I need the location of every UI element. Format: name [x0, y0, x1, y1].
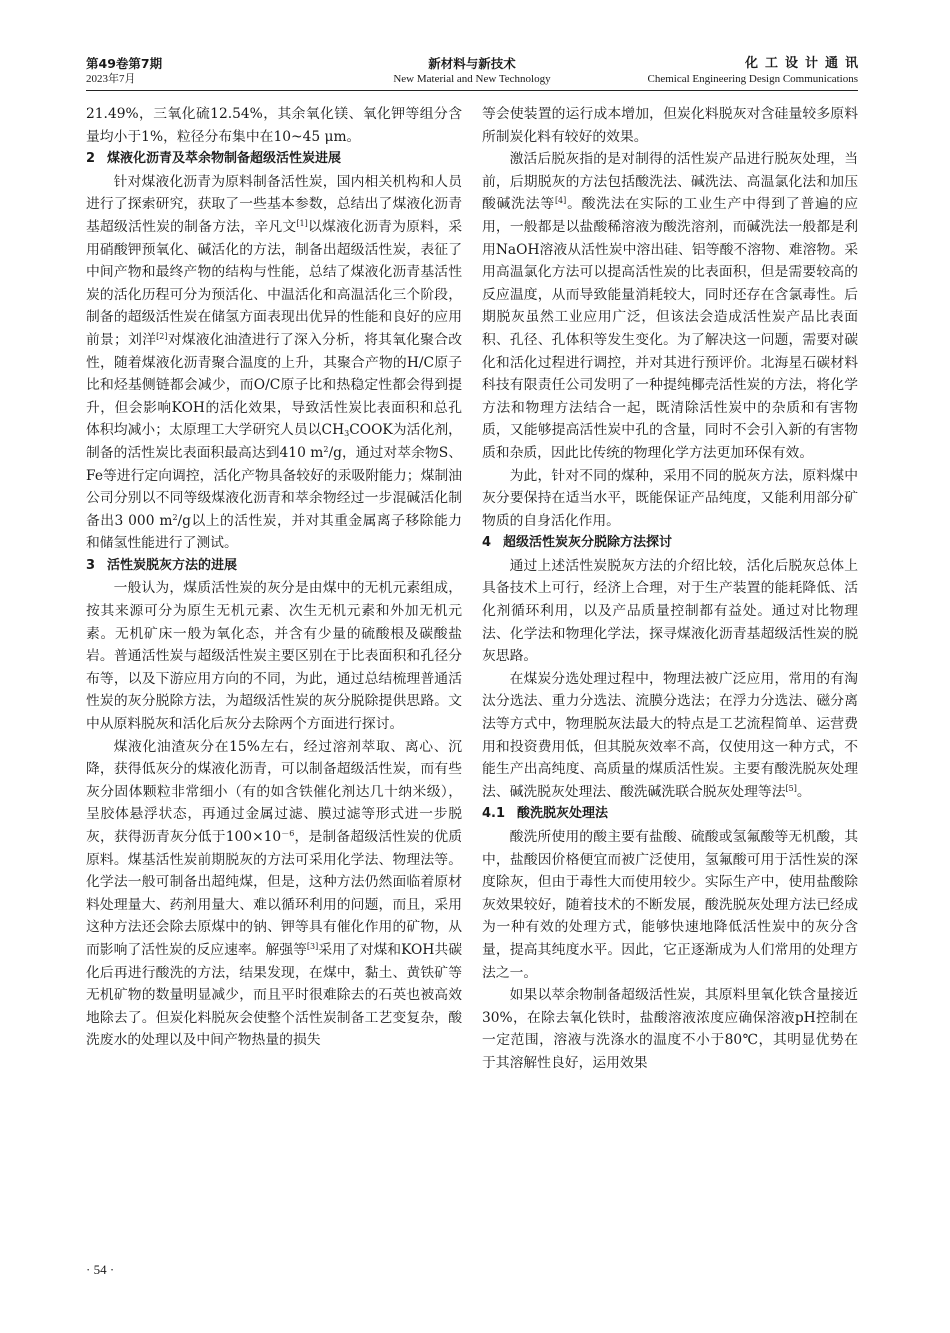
section-heading-3	[86, 555, 462, 578]
paragraph-pitch-research	[86, 171, 462, 555]
paragraph-ash-origin: 一般认为，煤质活性炭的灰分是由煤中的无机元素组成，按其来源可分为原生无机元素、次生无机元素和外加无机元素。无机矿床一般为氧化态，并含有少量的硫酸根及碳酸盐岩。普通活性炭与超级活性炭主要区别在于比表面积和孔径分布等，以及下游应用方向的不同，为此，通过总结梳理普通活性炭的灰分脱除方法，为超级活性炭的灰分脱除提供思路。文中从原料脱灰和活化后灰分去除两个方面进行探讨。	[86, 580, 462, 733]
paragraph-continued: 等会使装置的运行成本增加，但炭化料脱灰对含硅量较多原料所制炭化料有较好的效果。	[482, 106, 858, 145]
header-journal-block	[647, 56, 865, 86]
text-run: /g，通过对萃余物S、Fe等进行定向调控，活化产物具备较好的汞吸附能力；煤制油公司分别以不同等级煤液化沥青和萃余物经过一步混碱活化制备出3 000 m	[86, 444, 462, 529]
text-run: 采用了对煤和KOH共碳化后再进行酸洗的方法，结果发现，在煤中，黏土、黄铁矿等无机矿物的数量明显减少，而且平时很难除去的石英也被高效地除去了。但炭化料脱灰会使整个活性炭制备工艺变复杂，酸洗废水的处理以及中间产物热量的损失	[86, 941, 463, 1049]
text-run: 激活后脱灰指的是对制得的活性炭产品进行脱灰处理，当前，后期脱灰的方法包括酸洗法、碱洗法、高温氯化法和加压酸碱洗法等	[482, 151, 858, 213]
section-title: 活性炭脱灰方法的进展	[107, 557, 238, 573]
superscript: －6	[281, 829, 295, 838]
text-run: 在煤炭分选处理过程中，物理法被广泛应用，常用的有淘汰分选法、重力分选法、流膜分选法；在浮力分选法、磁分离法等方式中，物理脱灰法最大的特点是工艺流程简单、运营费用和投资费用低，但其脱灰效率不高，仅使用这一种方式，不能生产出高纯度、高质量的煤质活性炭。主要有酸洗脱灰处理法、碱洗脱灰处理法、酸洗碱洗联合脱灰处理等法	[482, 670, 858, 800]
paragraph-coal-types: 为此，针对不同的煤种，采用不同的脱灰方法，原料煤中灰分要保持在适当水平，既能保证产品纯度，又能利用部分矿物质的自身活化作用。	[482, 467, 858, 529]
section-number: 3	[86, 557, 96, 573]
left-column	[86, 103, 462, 1052]
right-column	[482, 103, 858, 1075]
header-section-cn: 新材料与新技术	[428, 56, 516, 71]
text-run: 。	[796, 783, 811, 800]
superscript: 2	[172, 512, 178, 522]
page-number: · 54 ·	[86, 1262, 115, 1277]
section-title: 酸洗脱灰处理法	[517, 806, 609, 822]
paragraph-physical-method	[482, 668, 858, 804]
section-heading-4	[482, 532, 858, 555]
header-rule	[86, 90, 858, 91]
section-heading-2	[86, 148, 462, 171]
paragraph-acid-wash: 酸洗所使用的酸主要有盐酸、硫酸或氢氟酸等无机酸，其中，盐酸因价格便宜而被广泛使用，氢氟酸可用于活性炭的深度除灰，但由于毒性大而使用较少。实际生产中，使用盐酸除灰效果较好，随着技术的不断发展，酸洗脱灰处理方法已经成为一种有效的处理方式，能够快速地降低活性炭中的灰分含量，提高其纯度水平。因此，它正逐渐成为人们常用的处理方法之一。	[482, 829, 858, 981]
text-run: 针对煤液化沥青为原料制备活性炭，国内相关机构和人员进行了探索研究，获取了一些基本参数，总结出了煤液化沥青基超级活性炭的制备方法，辛凡文	[86, 173, 462, 235]
citation-ref: [5]	[785, 783, 797, 793]
paragraph-continued: 21.49%，三氧化硫12.54%，其余氧化镁、氧化钾等组分含量均小于1%，粒径分布集中在10~45 μm。	[86, 106, 462, 145]
citation-ref: [3]	[306, 941, 319, 951]
citation-ref: [1]	[296, 218, 308, 228]
text-run: ，是制备超级活性炭的优质原料。煤基活性炭前期脱灰的方法可采用化学法、物理法等。化学法一般可制备出超纯煤，但是，这种方法仍然面临着原材料处理量大、药剂用量大、难以循环利用的问题，而且，采用这种方法还会除去原煤中的钠、钾等具有催化作用的矿物，从而影响了活性炭的反应速率。解强等	[86, 829, 462, 958]
page-header	[86, 56, 865, 92]
superscript: 2	[323, 444, 329, 454]
text-run: /g以上的活性炭，并对其重金属离子移除能力和储氢性能进行了测试。	[86, 512, 463, 552]
section-title: 煤液化沥青及萃余物制备超级活性炭进展	[107, 151, 342, 167]
paragraph-oil-residue	[86, 736, 462, 1052]
paragraph-post-activation	[482, 148, 858, 464]
text-run: COOK为活化剂，制备的活性炭比表面积最高达到410 m	[86, 422, 462, 461]
citation-ref: [2]	[156, 331, 168, 341]
text-run: 。酸洗法在实际的工业生产中得到了普遍的应用，一般都是以盐酸稀溶液为酸洗溶剂，而碱洗法一般都是利用NaOH溶液从活性炭中溶出硅、铝等酸不溶物、难溶物。采用高温氯化方法可以提高活性炭的比表面积，但是需要较高的反应温度，从而导致能量消耗较大，同时还存在含氯毒性。后期脱灰虽然工业应用广泛，但该法会造成活性炭产品比表面积、孔径、孔体积等发生变化。为了解决这一问题，需要对碳化和活化过程进行调控，并对其进行预评价。北海星石碳材料科技有限责任公司发明了一种提纯椰壳活性炭的方法，将化学方法和物理方法结合一起，既清除活性炭中的杂质和有害物质，又能够提高活性炭中孔的含量，同时不会引入新的有害物质和杂质，因此比传统的物理化学方法更加环保有效。	[482, 196, 859, 461]
paragraph-raffinate: 如果以萃余物制备超级活性炭，其原料里氧化铁含量接近30%，在除去氧化铁时，盐酸溶液浓度应确保溶液pH控制在一定范围，溶液与洗涤水的温度不小于80℃，其明显优势在于其溶解性良好，运用效果	[482, 987, 858, 1071]
section-heading-4-1	[482, 803, 858, 826]
header-date: 2023年7月	[86, 73, 136, 85]
header-issue: 第49卷第7期	[86, 56, 163, 71]
header-section-en: New Material and New Technology	[393, 73, 551, 85]
text-run: 煤液化油渣灰分在15%左右，经过溶剂萃取、离心、沉降，获得低灰分的煤液化沥青，可以制备超级活性炭，而有些灰分固体颗粒非常细小（有的如含铁催化剂达几十纳米级），呈胶体悬浮状态，再通过金属过滤、膜过滤等形式进一步脱灰，获得沥青灰分低于100×10	[86, 738, 462, 845]
text-run: 对煤液化油渣进行了深入分析，将其氧化聚合改性，随着煤液化沥青聚合温度的上升，其聚合产物的H/C原子比和烃基侧链都会减少，而O/C原子比和热稳定性都会得到提升，但会影响KOH的活化效果，导致活性炭比表面积和总孔体积均减小；太原理工大学研究人员以CH	[86, 331, 463, 439]
header-journal-cn: 化工设计通讯	[744, 56, 865, 71]
paragraph-comparison: 通过上述活性炭脱灰方法的介绍比较，活化后脱灰总体上具备技术上可行，经济上合理，对于生产装置的能耗降低、活化剂循环利用，以及产品质量控制都有益处。通过对比物理法、化学法和物理化学法，探寻煤液化沥青基超级活性炭的脱灰思路。	[482, 557, 858, 665]
section-number: 4	[482, 535, 492, 551]
text-run: 以煤液化沥青为原料，采用硝酸钾预氧化、碱活化的方法，制备出超级活性炭，表征了中间产物和最终产物的结构与性能，总结了煤液化沥青基活性炭的活化历程可分为预活化、中温活化和高温活化三个阶段，制备的超级活性炭在储氢方面表现出优异的性能和良好的应用前景；刘洋	[86, 218, 463, 348]
header-journal-en: Chemical Engineering Design Communications	[647, 73, 858, 85]
subscript: 3	[344, 429, 350, 439]
section-number: 4.1	[482, 806, 506, 822]
citation-ref: [4]	[554, 196, 567, 206]
section-number: 2	[86, 151, 96, 167]
section-title: 超级活性炭灰分脱除方法探讨	[503, 535, 673, 551]
